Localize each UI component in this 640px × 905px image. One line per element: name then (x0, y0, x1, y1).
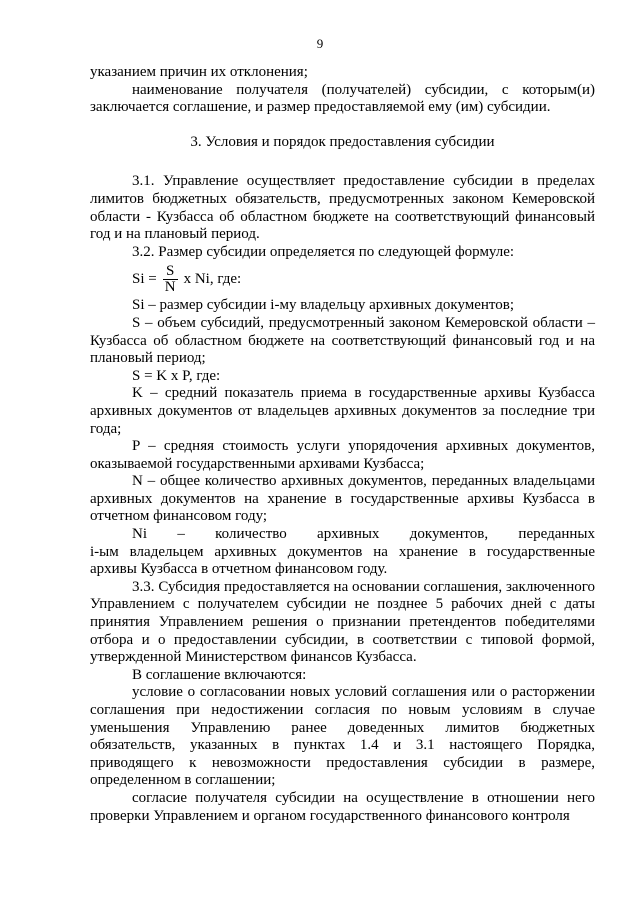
formula-s: S = K x P, где: (132, 367, 221, 384)
formula-fraction (163, 264, 178, 295)
paragraph-agreement-includes: В соглашение включаются: (132, 666, 307, 683)
subsidy-formula (90, 261, 595, 297)
paragraph-recipient-consent: согласие получателя субсидии на осуществление в отношении него проверки Управлением и органом государственного финансового контроля (90, 789, 595, 824)
definition-s: S – объем субсидий, предусмотренный законом Кемеровской области – Кузбасса об областном бюджете на соответствующий финансовый год и на плановый период; (90, 314, 595, 367)
definition-si: Si – размер субсидии i-му владельцу архивных документов; (132, 297, 515, 314)
paragraph-3-2: 3.2. Размер субсидии определяется по следующей формуле: (132, 243, 515, 260)
page-number: 9 (316, 36, 324, 51)
formula-denominator: N (164, 278, 176, 295)
paragraph-3-1: 3.1. Управление осуществляет предоставление субсидии в пределах лимитов бюджетных обязательств, предусмотренных законом Кемеровской области - Кузбасса об областном бюджете на соответствующий финансовый год и на плановый период. (90, 173, 595, 243)
section-heading: 3. Условия и порядок предоставления субсидии (190, 133, 495, 150)
paragraph-reasons: указанием причин их отклонения; (90, 64, 308, 80)
definition-ni-first-line: Ni – количество архивных документов, переданных (132, 526, 595, 543)
definition-p: P – средняя стоимость услуги упорядочения архивных документов, оказываемой государственными архивами Кузбасса; (90, 438, 595, 472)
definition-k: K – средний показатель приема в государственные архивы Кузбасса архивных документов от владельцев архивных документов за последние три года; (90, 385, 595, 437)
paragraph-recipient-name: наименование получателя (получателей) субсидии, с которым(и) заключается соглашение, и размер предоставляемой ему (им) субсидии. (90, 81, 595, 116)
formula-rhs: x Ni, где: (183, 270, 242, 287)
definition-ni-continuation: i-ым владельцем архивных документов на хранение в государственные архивы Кузбасса в отчетном финансовом году. (90, 543, 595, 578)
document-body (90, 64, 595, 825)
formula-lhs: Si = (132, 270, 157, 287)
formula-numerator: S (165, 262, 175, 279)
paragraph-new-conditions: условие о согласовании новых условий соглашения или о расторжении соглашения при недостижении согласия по новым условиям в случае уменьшения Управлению ранее доведенных лимитов бюджетных обязательств, указанных в пунктах 1.4 и 3.1 настоящего Порядка, приводящего к невозможности предоставления субсидии в размере, определенном в соглашении; (90, 684, 595, 789)
paragraph-3-3: 3.3. Субсидия предоставляется на основании соглашения, заключенного Управлением с получателем субсидии не позднее 5 рабочих дней с даты принятия Управлением решения о признании претендентов победителями отбора и о предоставлении субсидии, в соответствии с типовой формой, утвержденной Министерством финансов Кузбасса. (90, 578, 595, 666)
definition-n: N – общее количество архивных документов, переданных владельцами архивных документов на хранение в государственные архивы Кузбасса в отчетном финансовом году; (90, 473, 595, 525)
